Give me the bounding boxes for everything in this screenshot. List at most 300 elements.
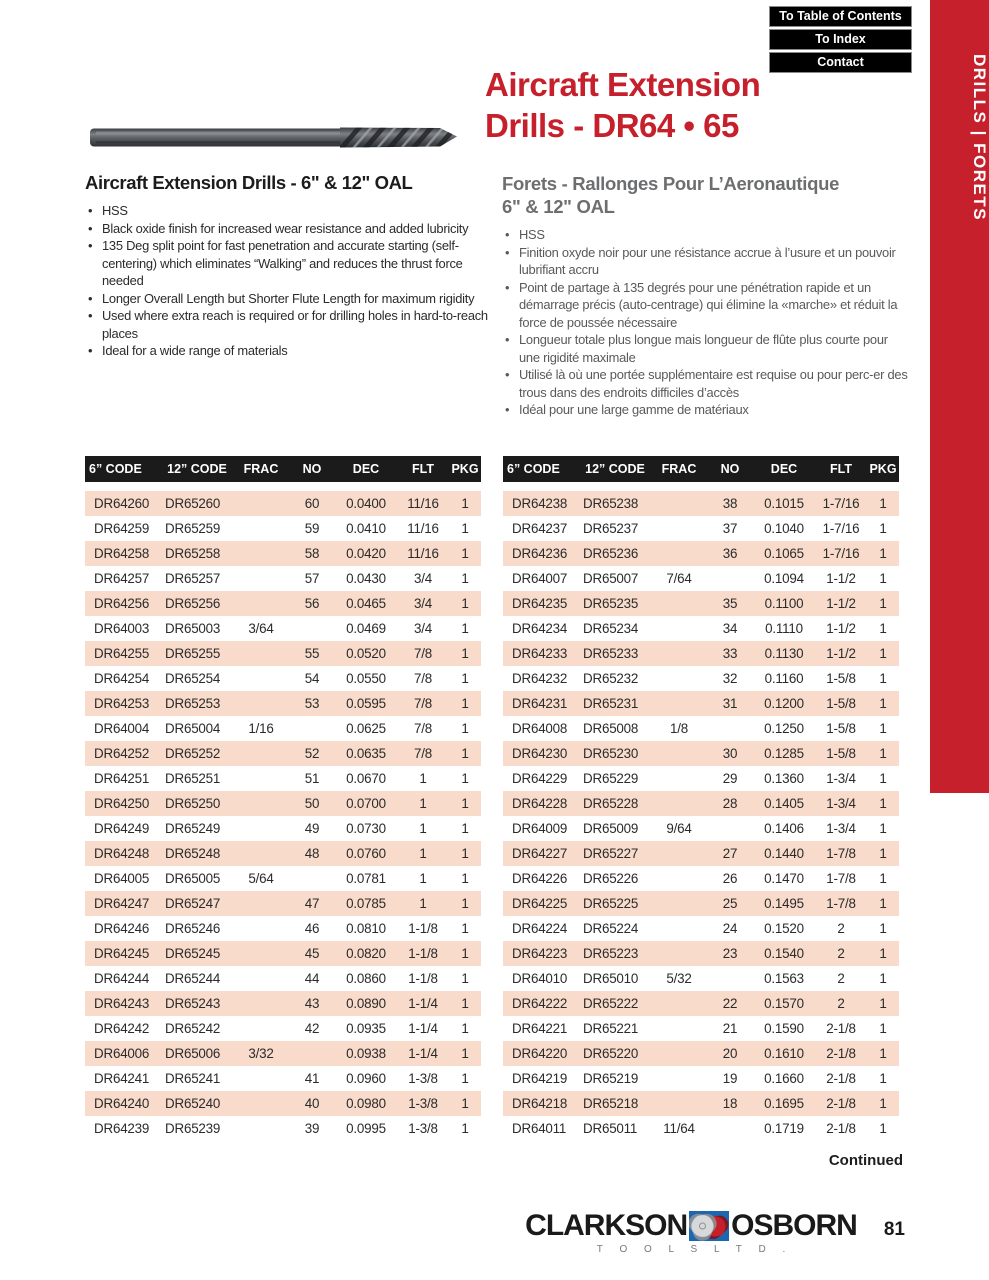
cell-no: 41 [304, 1071, 320, 1086]
cell-12in-code: DR65230 [583, 746, 639, 761]
cell-flt: 1-7/16 [822, 521, 860, 536]
cell-dec: 0.1470 [764, 871, 804, 886]
bullet-item: • Used where extra reach is required or for drilling holes in hard-to-reach places [85, 307, 493, 342]
cell-dec: 0.1285 [764, 746, 804, 761]
cell-flt: 1-3/4 [826, 796, 856, 811]
cell-12in-code: DR65005 [165, 871, 221, 886]
cell-6in-code: DR64221 [512, 1021, 568, 1036]
table-row [85, 791, 481, 816]
table-row [85, 891, 481, 916]
cell-6in-code: DR64222 [512, 996, 568, 1011]
cell-12in-code: DR65236 [583, 546, 639, 561]
table-row [85, 491, 481, 516]
cell-dec: 0.0960 [346, 1071, 386, 1086]
cell-pkg: 1 [879, 821, 887, 836]
logo-clarkson-text: CLARKSON [525, 1209, 688, 1242]
cell-6in-code: DR64248 [94, 846, 150, 861]
cell-12in-code: DR65239 [165, 1121, 221, 1136]
cell-12in-code: DR65228 [583, 796, 639, 811]
cell-12in-code: DR65225 [583, 896, 639, 911]
cell-flt: 2-1/8 [826, 1046, 856, 1061]
cell-dec: 0.1406 [764, 821, 804, 836]
cell-no: 20 [722, 1046, 738, 1061]
cell-12in-code: DR65219 [583, 1071, 639, 1086]
cell-flt: 1-1/8 [408, 921, 438, 936]
cell-pkg: 1 [879, 646, 887, 661]
table-row [503, 791, 899, 816]
cell-no: 21 [722, 1021, 738, 1036]
table-row [85, 1116, 481, 1141]
cell-pkg: 1 [461, 646, 469, 661]
cell-6in-code: DR64224 [512, 921, 568, 936]
cell-6in-code: DR64260 [94, 496, 150, 511]
table-row [85, 991, 481, 1016]
cell-no: 49 [304, 821, 320, 836]
cell-dec: 0.0465 [346, 596, 386, 611]
cell-6in-code: DR64236 [512, 546, 568, 561]
cell-flt: 7/8 [413, 721, 432, 736]
cell-no: 28 [722, 796, 738, 811]
cell-flt: 3/4 [413, 571, 432, 586]
table-header-cell: DEC [352, 462, 380, 476]
cell-6in-code: DR64227 [512, 846, 568, 861]
cell-6in-code: DR64249 [94, 821, 150, 836]
cell-pkg: 1 [879, 696, 887, 711]
page-title [485, 64, 925, 146]
cell-no: 42 [304, 1021, 320, 1036]
cell-flt: 1-5/8 [826, 746, 856, 761]
cell-no: 53 [304, 696, 320, 711]
cell-6in-code: DR64234 [512, 621, 568, 636]
cell-12in-code: DR65257 [165, 571, 221, 586]
cell-6in-code: DR64247 [94, 896, 150, 911]
english-bullet-list [85, 202, 493, 360]
english-section [85, 172, 493, 360]
cell-no: 39 [304, 1121, 320, 1136]
table-row [503, 866, 899, 891]
french-heading-line2: 6" & 12" OAL [502, 196, 615, 217]
cell-12in-code: DR65250 [165, 796, 221, 811]
cell-pkg: 1 [879, 571, 887, 586]
cell-dec: 0.0781 [346, 871, 386, 886]
bullet-item: • Longer Overall Length but Shorter Flute Length for maximum rigidity [85, 290, 493, 308]
cell-no: 29 [722, 771, 738, 786]
table-header-cell: FRAC [661, 462, 697, 476]
cell-6in-code: DR64253 [94, 696, 150, 711]
cell-frac: 5/64 [248, 871, 274, 886]
table-row [85, 616, 481, 641]
cell-pkg: 1 [879, 1071, 887, 1086]
cell-dec: 0.1160 [764, 671, 804, 686]
cell-pkg: 1 [461, 1071, 469, 1086]
cell-12in-code: DR65009 [583, 821, 639, 836]
table-row [503, 541, 899, 566]
cell-frac: 1/8 [669, 721, 688, 736]
cell-6in-code: DR64225 [512, 896, 568, 911]
table-row [85, 641, 481, 666]
cell-6in-code: DR64255 [94, 646, 150, 661]
table-row [85, 716, 481, 741]
cell-12in-code: DR65243 [165, 996, 221, 1011]
cell-6in-code: DR64220 [512, 1046, 568, 1061]
cell-frac: 11/64 [663, 1121, 695, 1136]
cell-6in-code: DR64228 [512, 796, 568, 811]
page-title-line2: Drills - DR64 • 65 [485, 107, 739, 144]
cell-dec: 0.1563 [764, 971, 804, 986]
cell-12in-code: DR65004 [165, 721, 221, 736]
cell-6in-code: DR64231 [512, 696, 568, 711]
table-row [503, 641, 899, 666]
cell-flt: 1-3/8 [408, 1096, 438, 1111]
table-row [503, 1041, 899, 1066]
cell-12in-code: DR65246 [165, 921, 221, 936]
cell-flt: 11/16 [407, 496, 439, 511]
cell-flt: 3/4 [413, 596, 432, 611]
cell-dec: 0.1540 [764, 946, 804, 961]
cell-pkg: 1 [461, 946, 469, 961]
cell-12in-code: DR65227 [583, 846, 639, 861]
cell-dec: 0.1660 [764, 1071, 804, 1086]
table-row [503, 891, 899, 916]
table-header-cell: NO [720, 462, 740, 476]
cell-flt: 2 [837, 946, 845, 961]
cell-pkg: 1 [879, 871, 887, 886]
cell-no: 59 [304, 521, 320, 536]
cell-6in-code: DR64256 [94, 596, 150, 611]
cell-pkg: 1 [879, 1046, 887, 1061]
cell-12in-code: DR65241 [165, 1071, 221, 1086]
cell-pkg: 1 [879, 796, 887, 811]
cell-flt: 1-7/8 [826, 871, 856, 886]
table-row [503, 491, 899, 516]
table-row [503, 966, 899, 991]
cell-no: 24 [722, 921, 738, 936]
cell-12in-code: DR65256 [165, 596, 221, 611]
cell-dec: 0.0810 [346, 921, 386, 936]
cell-6in-code: DR64226 [512, 871, 568, 886]
cell-pkg: 1 [461, 1121, 469, 1136]
cell-dec: 0.1440 [764, 846, 804, 861]
cell-12in-code: DR65011 [583, 1121, 638, 1136]
cell-pkg: 1 [879, 921, 887, 936]
cell-6in-code: DR64238 [512, 496, 568, 511]
cell-no: 51 [304, 771, 320, 786]
cell-12in-code: DR65220 [583, 1046, 639, 1061]
bullet-item: • Finition oxyde noir pour une résistance accrue à l’usure et un pouvoir lubrifiant accru [502, 244, 908, 279]
cell-flt: 2 [837, 996, 845, 1011]
cell-pkg: 1 [879, 746, 887, 761]
cell-pkg: 1 [879, 996, 887, 1011]
cell-flt: 1-3/4 [826, 821, 856, 836]
logo-osborn-text: OSBORN [731, 1209, 857, 1242]
cell-flt: 7/8 [413, 696, 432, 711]
cell-12in-code: DR65218 [583, 1096, 639, 1111]
table-body [85, 491, 481, 1141]
cell-pkg: 1 [461, 871, 469, 886]
table-row [503, 816, 899, 841]
cell-12in-code: DR65242 [165, 1021, 221, 1036]
cell-pkg: 1 [461, 896, 469, 911]
cell-dec: 0.0430 [346, 571, 386, 586]
cell-6in-code: DR64241 [94, 1071, 150, 1086]
section-tab-label: DRILLS | FORETS [970, 54, 989, 222]
table-row [85, 841, 481, 866]
cell-flt: 1-1/2 [826, 596, 856, 611]
cell-flt: 1-7/16 [822, 496, 860, 511]
table-header-cell: PKG [451, 462, 479, 476]
cell-no: 22 [722, 996, 738, 1011]
company-logo [485, 1210, 897, 1255]
cell-flt: 1-3/8 [408, 1121, 438, 1136]
cell-no: 27 [722, 846, 738, 861]
table-row [85, 741, 481, 766]
cell-12in-code: DR65260 [165, 496, 221, 511]
cell-12in-code: DR65248 [165, 846, 221, 861]
table-row [503, 1066, 899, 1091]
nav-button[interactable]: To Index [769, 29, 912, 50]
cell-flt: 1-1/2 [826, 571, 856, 586]
table-row [503, 666, 899, 691]
table-row [85, 566, 481, 591]
table-header-row [503, 456, 899, 482]
cell-12in-code: DR65010 [583, 971, 639, 986]
cell-pkg: 1 [461, 971, 469, 986]
cell-6in-code: DR64233 [512, 646, 568, 661]
cell-6in-code: DR64219 [512, 1071, 568, 1086]
bullet-item: • Utilisé là où une portée supplémentaire est requise ou pour perc-er des trous dans des endroits difficiles d’accès [502, 366, 908, 401]
bullet-item: • Longueur totale plus longue mais longueur de flûte plus courte pour une rigidité maximale [502, 331, 908, 366]
cell-6in-code: DR64232 [512, 671, 568, 686]
cell-flt: 2 [837, 971, 845, 986]
cell-flt: 1-1/8 [408, 971, 438, 986]
cell-no: 58 [304, 546, 320, 561]
cell-6in-code: DR64010 [512, 971, 568, 986]
cell-12in-code: DR65244 [165, 971, 221, 986]
nav-button[interactable]: Contact [769, 52, 912, 73]
cell-flt: 1 [419, 771, 427, 786]
cell-frac: 7/64 [666, 571, 692, 586]
cell-12in-code: DR65229 [583, 771, 639, 786]
cell-pkg: 1 [461, 496, 469, 511]
table-row [85, 916, 481, 941]
drill-bit-photo [88, 114, 458, 160]
cell-no: 26 [722, 871, 738, 886]
cell-no: 48 [304, 846, 320, 861]
cell-pkg: 1 [461, 921, 469, 936]
cell-flt: 11/16 [407, 521, 439, 536]
cell-pkg: 1 [879, 1096, 887, 1111]
cell-6in-code: DR64235 [512, 596, 568, 611]
cell-12in-code: DR65255 [165, 646, 221, 661]
cell-6in-code: DR64007 [512, 571, 568, 586]
cell-pkg: 1 [461, 796, 469, 811]
table-header-cell: DEC [770, 462, 798, 476]
cell-6in-code: DR64240 [94, 1096, 150, 1111]
cell-12in-code: DR65259 [165, 521, 221, 536]
cell-dec: 0.1719 [764, 1121, 804, 1136]
table-row [503, 691, 899, 716]
cell-flt: 1-1/2 [826, 621, 856, 636]
cell-12in-code: DR65222 [583, 996, 639, 1011]
table-row [503, 1016, 899, 1041]
cell-no: 45 [304, 946, 320, 961]
cell-6in-code: DR64250 [94, 796, 150, 811]
cell-pkg: 1 [461, 671, 469, 686]
cell-dec: 0.0410 [346, 521, 386, 536]
cell-dec: 0.1250 [764, 721, 804, 736]
cell-dec: 0.1360 [764, 771, 804, 786]
table-row [85, 666, 481, 691]
cell-12in-code: DR65237 [583, 521, 639, 536]
cell-12in-code: DR65252 [165, 746, 221, 761]
cell-12in-code: DR65221 [583, 1021, 639, 1036]
table-row [503, 591, 899, 616]
cell-12in-code: DR65223 [583, 946, 639, 961]
table-row [85, 1091, 481, 1116]
cell-dec: 0.0400 [346, 496, 386, 511]
cell-no: 44 [304, 971, 320, 986]
cell-dec: 0.1040 [764, 521, 804, 536]
cell-dec: 0.0700 [346, 796, 386, 811]
table-row [85, 816, 481, 841]
bullet-item: • Black oxide finish for increased wear resistance and added lubricity [85, 220, 493, 238]
cell-no: 30 [722, 746, 738, 761]
cell-flt: 1-1/4 [408, 1046, 438, 1061]
cell-12in-code: DR65231 [583, 696, 639, 711]
cell-6in-code: DR64257 [94, 571, 150, 586]
cell-12in-code: DR65233 [583, 646, 639, 661]
cell-pkg: 1 [461, 1021, 469, 1036]
cell-pkg: 1 [879, 521, 887, 536]
nav-button[interactable]: To Table of Contents [769, 6, 912, 27]
cell-6in-code: DR64006 [94, 1046, 150, 1061]
cell-no: 40 [304, 1096, 320, 1111]
table-row [85, 966, 481, 991]
cell-flt: 2-1/8 [826, 1121, 856, 1136]
french-bullet-list [502, 226, 908, 419]
cell-no: 25 [722, 896, 738, 911]
cell-flt: 7/8 [413, 746, 432, 761]
cell-12in-code: DR65238 [583, 496, 639, 511]
cell-6in-code: DR64243 [94, 996, 150, 1011]
cell-no: 19 [722, 1071, 738, 1086]
cell-pkg: 1 [461, 621, 469, 636]
cell-pkg: 1 [879, 671, 887, 686]
cell-pkg: 1 [879, 846, 887, 861]
cell-pkg: 1 [879, 971, 887, 986]
pinwheel-logo-icon [689, 1211, 729, 1241]
cell-pkg: 1 [461, 1096, 469, 1111]
cell-pkg: 1 [461, 696, 469, 711]
cell-dec: 0.0730 [346, 821, 386, 836]
cell-pkg: 1 [879, 496, 887, 511]
cell-dec: 0.1100 [764, 596, 804, 611]
cell-6in-code: DR64011 [512, 1121, 567, 1136]
cell-6in-code: DR64242 [94, 1021, 150, 1036]
cell-pkg: 1 [461, 596, 469, 611]
cell-12in-code: DR65249 [165, 821, 221, 836]
cell-pkg: 1 [879, 596, 887, 611]
cell-dec: 0.0995 [346, 1121, 386, 1136]
cell-6in-code: DR64245 [94, 946, 150, 961]
cell-dec: 0.0635 [346, 746, 386, 761]
cell-no: 36 [722, 546, 738, 561]
cell-no: 32 [722, 671, 738, 686]
table-row [85, 1041, 481, 1066]
table-row [503, 766, 899, 791]
table-header-cell: 6” CODE [89, 462, 142, 476]
cell-dec: 0.0980 [346, 1096, 386, 1111]
table-row [85, 941, 481, 966]
cell-dec: 0.0935 [346, 1021, 386, 1036]
cell-12in-code: DR65003 [165, 621, 221, 636]
table-header-cell: NO [302, 462, 322, 476]
cell-dec: 0.1015 [764, 496, 804, 511]
cell-no: 50 [304, 796, 320, 811]
cell-dec: 0.0420 [346, 546, 386, 561]
cell-6in-code: DR64004 [94, 721, 150, 736]
cell-pkg: 1 [879, 946, 887, 961]
bullet-item: • HSS [502, 226, 908, 244]
cell-dec: 0.1405 [764, 796, 804, 811]
cell-12in-code: DR65007 [583, 571, 639, 586]
cell-12in-code: DR65232 [583, 671, 639, 686]
cell-12in-code: DR65251 [165, 771, 221, 786]
cell-frac: 9/64 [666, 821, 692, 836]
table-row [85, 766, 481, 791]
continued-label: Continued [828, 1152, 903, 1169]
table-row [85, 516, 481, 541]
cell-flt: 1-7/8 [826, 846, 856, 861]
cell-flt: 1-5/8 [826, 696, 856, 711]
cell-flt: 1-1/4 [408, 1021, 438, 1036]
cell-flt: 1-3/4 [826, 771, 856, 786]
cell-no: 55 [304, 646, 320, 661]
cell-dec: 0.0938 [346, 1046, 386, 1061]
table-row [503, 1116, 899, 1141]
cell-12in-code: DR65006 [165, 1046, 221, 1061]
section-tab [930, 0, 989, 793]
cell-flt: 1 [419, 846, 427, 861]
cell-no: 38 [722, 496, 738, 511]
cell-dec: 0.0760 [346, 846, 386, 861]
table-header-cell: 12” CODE [167, 462, 227, 476]
cell-flt: 11/16 [407, 546, 439, 561]
table-header-row [85, 456, 481, 482]
cell-dec: 0.0595 [346, 696, 386, 711]
cell-6in-code: DR64258 [94, 546, 150, 561]
cell-no: 47 [304, 896, 320, 911]
cell-6in-code: DR64223 [512, 946, 568, 961]
table-row [503, 1091, 899, 1116]
cell-dec: 0.1130 [764, 646, 804, 661]
table-header-cell: FLT [830, 462, 852, 476]
cell-pkg: 1 [879, 621, 887, 636]
cell-dec: 0.1094 [764, 571, 804, 586]
table-header-cell: FRAC [243, 462, 279, 476]
cell-dec: 0.1590 [764, 1021, 804, 1036]
cell-pkg: 1 [879, 896, 887, 911]
cell-dec: 0.1610 [764, 1046, 804, 1061]
cell-6in-code: DR64246 [94, 921, 150, 936]
table-row [503, 616, 899, 641]
cell-6in-code: DR64008 [512, 721, 568, 736]
table-row [85, 541, 481, 566]
cell-flt: 2-1/8 [826, 1096, 856, 1111]
table-row [503, 941, 899, 966]
table-row [85, 1066, 481, 1091]
table-row [85, 591, 481, 616]
